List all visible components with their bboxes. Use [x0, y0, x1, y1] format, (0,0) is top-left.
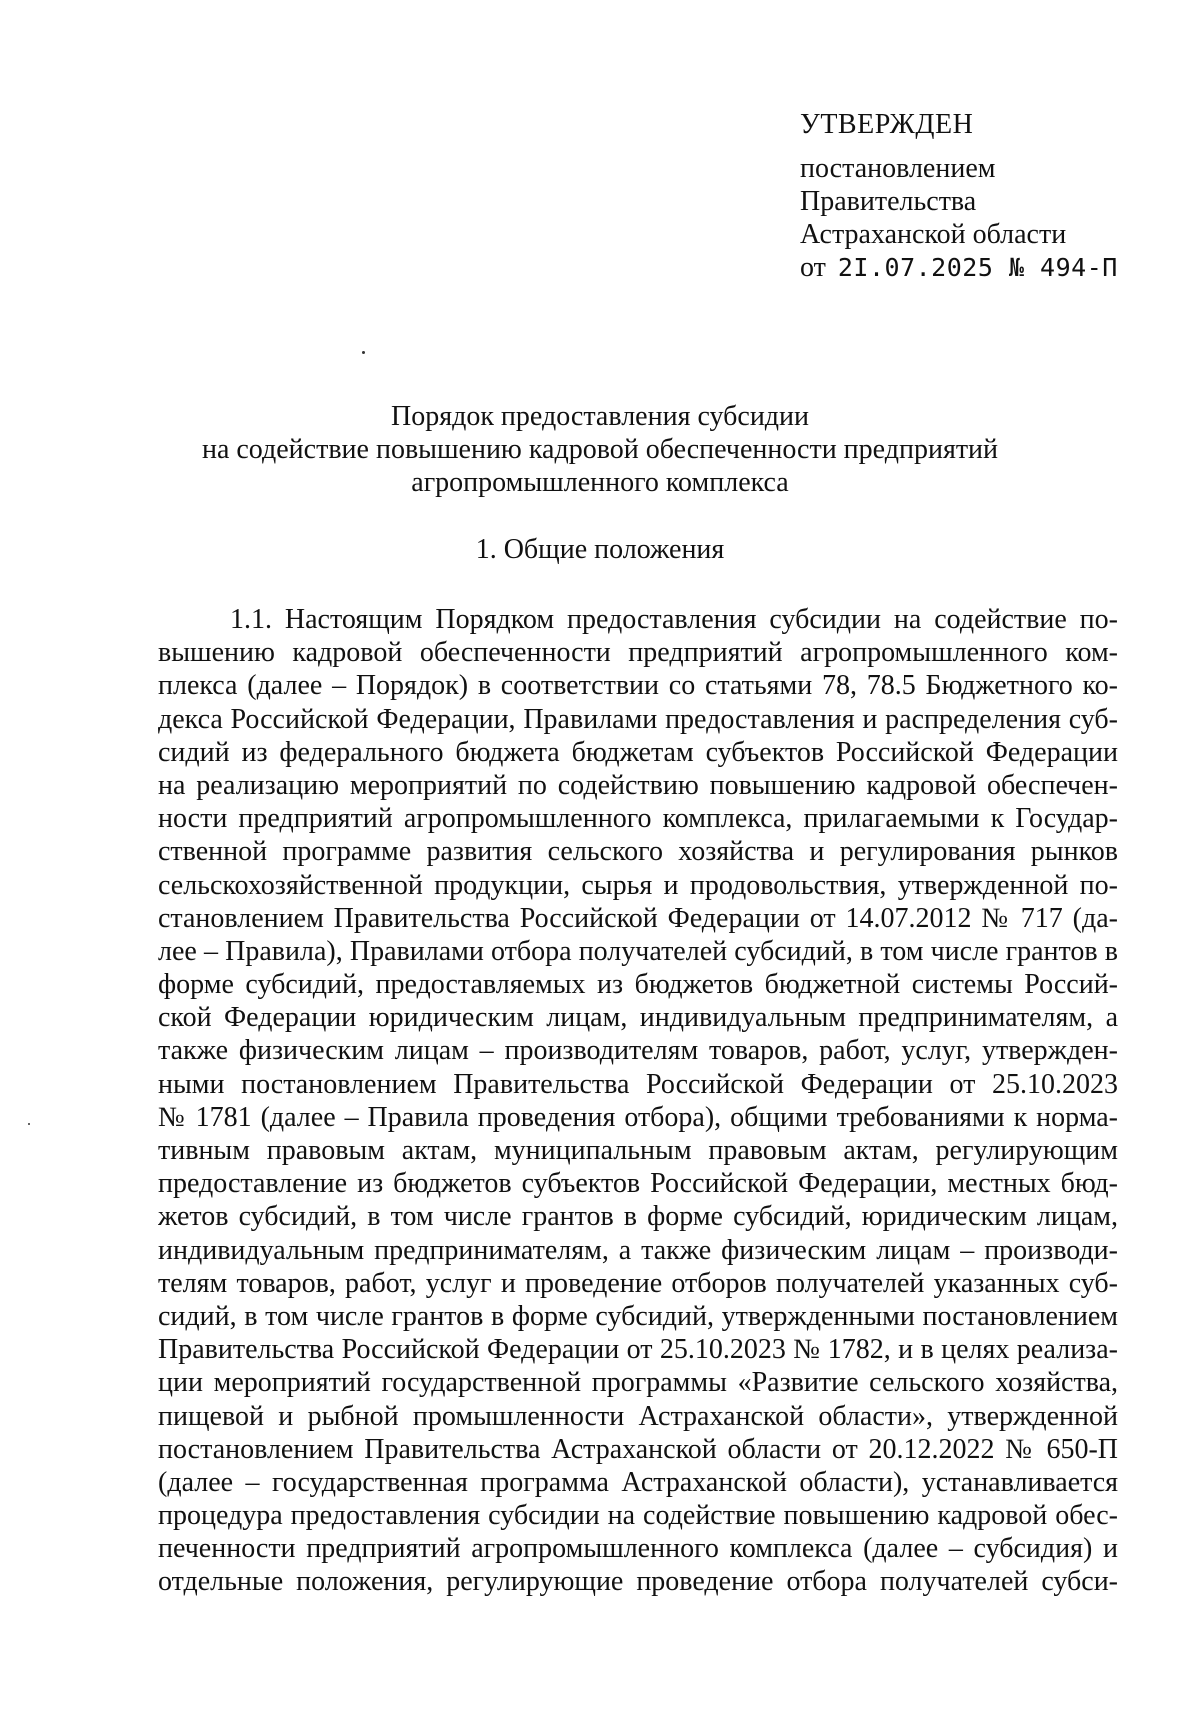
approval-line: Правительства	[800, 186, 977, 217]
paragraph-line: вышению кадровой обеспеченности предприятий агропромышленного ком-	[158, 637, 1118, 669]
approval-stamp	[800, 108, 1118, 284]
body-paragraph	[158, 603, 1118, 1599]
paragraph-line: 1.1. Настоящим Порядком предоставления субсидии на содействие по-	[230, 604, 1118, 635]
paragraph-line: Правительства Российской Федерации от 25.10.2023 № 1782, и в целях реализа-	[158, 1334, 1118, 1366]
paragraph-line: постановлением Правительства Астраханской области от 20.12.2022 № 650-П	[158, 1433, 1118, 1465]
paragraph-line: на реализацию мероприятий по содействию повышению кадровой обеспечен-	[158, 769, 1118, 801]
title-line: на содействие повышению кадровой обеспеченности предприятий	[201, 434, 999, 465]
paragraph-line: ности предприятий агропромышленного комплекса, прилагаемыми к Государ-	[158, 803, 1118, 835]
document-title	[0, 400, 1200, 499]
paragraph-line: пищевой и рыбной промышленности Астраханской области», утвержденной	[158, 1400, 1118, 1432]
paragraph-line: ции мероприятий государственной программы «Развитие сельского хозяйства,	[158, 1367, 1118, 1399]
paragraph-line: также физическим лицам – производителям товаров, работ, услуг, утвержден-	[158, 1035, 1118, 1067]
paragraph-line: предоставление из бюджетов субъектов Российской Федерации, местных бюд-	[158, 1168, 1118, 1200]
paragraph-line: № 1781 (далее – Правила проведения отбора), общими требованиями к норма-	[158, 1101, 1118, 1133]
paragraph-line: отдельные положения, регулирующие проведение отбора получателей субси-	[158, 1566, 1118, 1598]
approval-heading: УТВЕРЖДЕН	[800, 109, 974, 140]
approval-line: Астраханской области	[800, 219, 1067, 250]
paragraph-line: сидий из федерального бюджета бюджетам субъектов Российской Федерации	[158, 736, 1118, 768]
paragraph-line: ской Федерации юридическим лицам, индивидуальным предпринимателям, а	[158, 1002, 1118, 1034]
approval-date-prefix: от	[800, 252, 826, 283]
scan-speck	[28, 1123, 30, 1125]
title-line: агропромышленного комплекса	[411, 467, 789, 498]
paragraph-line: ственной программе развития сельского хозяйства и регулирования рынков	[158, 836, 1118, 868]
paragraph-line: печенности предприятий агропромышленного комплекса (далее – субсидия) и	[158, 1533, 1118, 1565]
scan-speck	[362, 351, 365, 354]
paragraph-line: телям товаров, работ, услуг и проведение отборов получателей указанных суб-	[158, 1267, 1118, 1299]
paragraph-line: сидий, в том числе грантов в форме субсидий, утвержденными постановлением	[158, 1300, 1118, 1332]
paragraph-line: становлением Правительства Российской Федерации от 14.07.2012 № 717 (да-	[158, 902, 1118, 934]
paragraph-line: индивидуальным предпринимателям, а также физическим лицам – производи-	[158, 1234, 1118, 1266]
title-line: Порядок предоставления субсидии	[390, 401, 810, 432]
paragraph-line: тивным правовым актам, муниципальным правовым актам, регулирующим	[158, 1135, 1118, 1166]
paragraph-line: форме субсидий, предоставляемых из бюджетов бюджетной системы Россий-	[158, 969, 1118, 1001]
paragraph-line: лее – Правила), Правилами отбора получателей субсидий, в том числе грантов в	[158, 935, 1118, 967]
paragraph-line: плекса (далее – Порядок) в соответствии со статьями 78, 78.5 Бюджетного ко-	[158, 670, 1118, 702]
paragraph-line: сельскохозяйственной продукции, сырья и продовольствия, утвержденной по-	[158, 869, 1118, 901]
paragraph-line: жетов субсидий, в том числе грантов в форме субсидий, юридическим лицам,	[158, 1201, 1118, 1233]
paragraph-line: процедура предоставления субсидии на содействие повышению кадровой обес-	[158, 1500, 1118, 1532]
approval-date-number: 2I.07.2025 № 494-П	[837, 253, 1118, 282]
paragraph-line: (далее – государственная программа Астраханской области), устанавливается	[158, 1466, 1118, 1498]
section-heading: 1. Общие положения	[475, 534, 725, 565]
approval-date-line	[800, 251, 1118, 284]
paragraph-line: ными постановлением Правительства Российской Федерации от 25.10.2023	[158, 1068, 1118, 1100]
approval-line: постановлением	[800, 153, 996, 184]
paragraph-line: декса Российской Федерации, Правилами предоставления и распределения суб-	[158, 703, 1118, 735]
